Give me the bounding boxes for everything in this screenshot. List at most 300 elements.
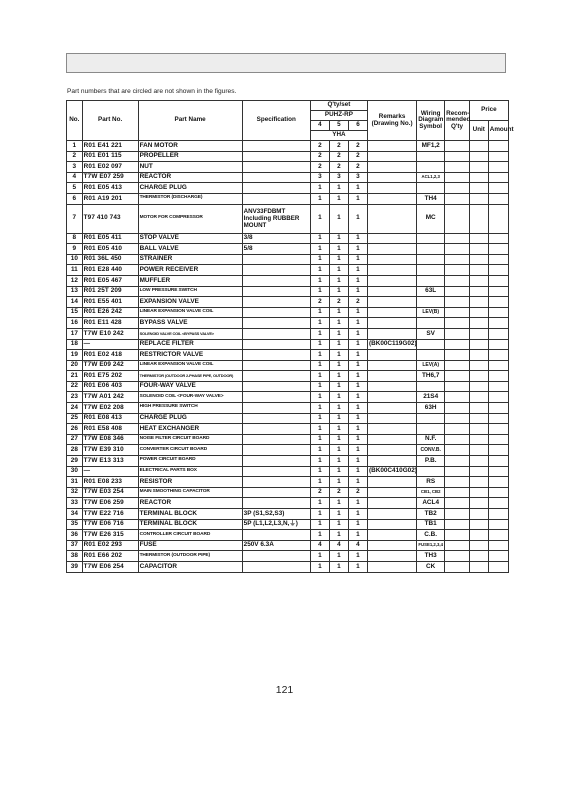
row-part-name: CONTROLLER CIRCUIT BOARD [138,530,242,541]
row-remarks [367,233,416,244]
row-unit-price [469,424,488,435]
table-row [67,424,509,435]
row-unit-price [469,561,488,572]
table-row [67,297,509,308]
row-specification: 5/8 [242,244,310,255]
row-qty-5: 1 [329,392,348,403]
row-specification [242,328,310,339]
row-no: 18 [67,339,83,350]
row-qty-6: 1 [348,360,367,371]
row-qty-6: 1 [348,477,367,488]
row-part-no: R01 E02 418 [82,350,138,361]
row-part-no: R01 E08 233 [82,477,138,488]
row-specification: ANV33FDBMT Including RUBBER MOUNT [242,204,310,233]
row-part-no: R01 E26 242 [82,307,138,318]
row-no: 23 [67,392,83,403]
row-qty-6: 1 [348,403,367,414]
row-qty-5: 1 [329,477,348,488]
row-amount [488,328,508,339]
row-qty-5: 2 [329,162,348,173]
row-amount [488,307,508,318]
row-no: 16 [67,318,83,329]
row-specification [242,445,310,456]
row-no: 1 [67,141,83,152]
row-unit-price [469,371,488,382]
row-qty-5: 2 [329,487,348,498]
row-unit-price [469,519,488,530]
row-part-no: R01 E01 115 [82,151,138,162]
row-qty-5: 1 [329,233,348,244]
row-wiring-symbol: MC [417,204,445,233]
row-remarks [367,551,416,562]
row-specification [242,466,310,477]
row-unit-price [469,254,488,265]
page-number: 121 [275,684,294,696]
table-row [67,487,509,498]
row-qty-5: 1 [329,339,348,350]
row-qty-6: 1 [348,286,367,297]
row-part-no: R01 E41 221 [82,141,138,152]
row-no: 30 [67,466,83,477]
row-qty-6: 1 [348,307,367,318]
row-part-no: — [82,466,138,477]
table-row [67,286,509,297]
row-qty-5: 1 [329,183,348,194]
row-recommended-qty [445,509,470,520]
row-amount [488,445,508,456]
row-part-no: T7W E39 310 [82,445,138,456]
row-unit-price [469,233,488,244]
row-qty-4: 1 [310,307,329,318]
row-wiring-symbol: C.B. [417,530,445,541]
row-qty-4: 1 [310,204,329,233]
row-qty-5: 1 [329,530,348,541]
row-part-name: FUSE [138,540,242,551]
row-no: 15 [67,307,83,318]
row-wiring-symbol [417,244,445,255]
row-specification [242,413,310,424]
row-qty-5: 1 [329,403,348,414]
row-part-name: NUT [138,162,242,173]
row-qty-4: 1 [310,509,329,520]
row-qty-4: 1 [310,551,329,562]
row-wiring-symbol: FUSE1,2,3,4 [417,540,445,551]
row-part-name: REACTOR [138,172,242,183]
row-part-no: R01 E08 413 [82,413,138,424]
row-unit-price [469,244,488,255]
row-qty-4: 1 [310,477,329,488]
row-unit-price [469,487,488,498]
row-unit-price [469,151,488,162]
row-remarks [367,141,416,152]
row-unit-price [469,530,488,541]
row-qty-5: 1 [329,275,348,286]
table-row [67,434,509,445]
recom-line-3: Q'ty [450,122,463,130]
row-qty-4: 2 [310,487,329,498]
row-remarks [367,413,416,424]
row-amount [488,403,508,414]
suffix-header: YHA [310,131,367,141]
row-specification [242,561,310,572]
row-qty-4: 1 [310,392,329,403]
row-specification [242,350,310,361]
table-row [67,151,509,162]
row-part-no: T7W E13 313 [82,456,138,467]
table-row [67,498,509,509]
row-part-name: CONVERTER CIRCUIT BOARD [138,445,242,456]
row-part-name: FOUR-WAY VALVE [138,381,242,392]
row-no: 26 [67,424,83,435]
row-part-name: MUFFLER [138,275,242,286]
row-part-no: R01 E55 401 [82,297,138,308]
row-part-name: REACTOR [138,498,242,509]
row-wiring-symbol [417,466,445,477]
row-qty-4: 1 [310,360,329,371]
row-wiring-symbol [417,233,445,244]
row-part-no: — [82,339,138,350]
row-recommended-qty [445,466,470,477]
row-no: 28 [67,445,83,456]
row-qty-4: 3 [310,172,329,183]
row-unit-price [469,434,488,445]
row-qty-6: 1 [348,193,367,204]
row-amount [488,434,508,445]
row-recommended-qty [445,403,470,414]
row-specification [242,551,310,562]
table-row [67,392,509,403]
row-qty-4: 1 [310,434,329,445]
col-part-no: Part No. [82,101,138,141]
size-6: 6 [348,121,367,131]
row-remarks: (BK00C119G02) [367,339,416,350]
row-specification [242,151,310,162]
row-wiring-symbol [417,254,445,265]
row-wiring-symbol: P.B. [417,456,445,467]
row-specification [242,254,310,265]
row-remarks [367,318,416,329]
row-qty-5: 1 [329,413,348,424]
row-qty-4: 1 [310,286,329,297]
row-amount [488,204,508,233]
row-no: 12 [67,275,83,286]
row-qty-4: 1 [310,233,329,244]
row-part-name: LOW PRESSURE SWITCH [138,286,242,297]
row-part-no: T7W E06 716 [82,519,138,530]
table-row [67,204,509,233]
table-row [67,254,509,265]
row-specification [242,183,310,194]
recom-line-2: mended [446,116,471,124]
row-remarks: (BK00C410G02) [367,466,416,477]
row-qty-6: 1 [348,561,367,572]
row-specification [242,530,310,541]
row-part-name: NOISE FILTER CIRCUIT BOARD [138,434,242,445]
row-qty-6: 1 [348,392,367,403]
row-recommended-qty [445,339,470,350]
table-row [67,328,509,339]
row-no: 21 [67,371,83,382]
row-qty-5: 1 [329,318,348,329]
row-remarks [367,456,416,467]
row-recommended-qty [445,477,470,488]
row-qty-6: 2 [348,162,367,173]
row-qty-4: 1 [310,561,329,572]
row-part-name: FAN MOTOR [138,141,242,152]
row-qty-5: 1 [329,561,348,572]
wiring-line-1: Wiring [420,110,441,118]
row-qty-6: 1 [348,466,367,477]
row-qty-4: 1 [310,371,329,382]
row-recommended-qty [445,193,470,204]
row-recommended-qty [445,244,470,255]
row-no: 13 [67,286,83,297]
row-remarks [367,172,416,183]
row-qty-6: 4 [348,540,367,551]
row-unit-price [469,403,488,414]
row-qty-5: 3 [329,172,348,183]
row-no: 27 [67,434,83,445]
row-qty-6: 1 [348,371,367,382]
row-specification [242,424,310,435]
row-recommended-qty [445,381,470,392]
size-5: 5 [329,121,348,131]
row-qty-4: 1 [310,445,329,456]
row-specification: 5P (L1,L2,L3,N,⏚) [242,519,310,530]
row-unit-price [469,183,488,194]
row-remarks [367,275,416,286]
row-recommended-qty [445,318,470,329]
row-qty-6: 1 [348,204,367,233]
row-part-no: T7W E03 254 [82,487,138,498]
table-row [67,561,509,572]
row-recommended-qty [445,162,470,173]
row-specification [242,381,310,392]
row-part-name: PROPELLER [138,151,242,162]
row-part-name: TERMINAL BLOCK [138,509,242,520]
row-part-no: T7W E06 254 [82,561,138,572]
row-remarks [367,360,416,371]
row-wiring-symbol: CONV.B. [417,445,445,456]
row-remarks [367,424,416,435]
row-remarks [367,509,416,520]
row-qty-5: 1 [329,360,348,371]
row-no: 14 [67,297,83,308]
row-recommended-qty [445,265,470,276]
row-amount [488,339,508,350]
row-part-no: R01 E05 413 [82,183,138,194]
table-row [67,233,509,244]
row-wiring-symbol: ACL4 [417,498,445,509]
row-no: 4 [67,172,83,183]
row-qty-4: 1 [310,244,329,255]
row-amount [488,286,508,297]
row-qty-5: 1 [329,350,348,361]
row-remarks [367,487,416,498]
row-part-no: T7W E06 259 [82,498,138,509]
row-qty-6: 1 [348,456,367,467]
table-row [67,307,509,318]
row-part-no: T97 410 743 [82,204,138,233]
row-no: 34 [67,509,83,520]
row-wiring-symbol: 63L [417,286,445,297]
row-amount [488,193,508,204]
row-wiring-symbol: CB1, CB2 [417,487,445,498]
row-unit-price [469,193,488,204]
row-no: 19 [67,350,83,361]
row-wiring-symbol [417,413,445,424]
row-qty-5: 1 [329,286,348,297]
row-no: 3 [67,162,83,173]
model-header: PUHZ-RP [310,111,367,121]
row-part-name: BYPASS VALVE [138,318,242,329]
row-remarks [367,445,416,456]
row-recommended-qty [445,561,470,572]
row-wiring-symbol [417,162,445,173]
row-recommended-qty [445,360,470,371]
row-amount [488,244,508,255]
table-row [67,265,509,276]
row-no: 29 [67,456,83,467]
row-qty-6: 1 [348,551,367,562]
row-qty-6: 2 [348,151,367,162]
row-recommended-qty [445,286,470,297]
table-row [67,530,509,541]
row-remarks [367,297,416,308]
row-qty-4: 4 [310,540,329,551]
size-4: 4 [310,121,329,131]
row-recommended-qty [445,424,470,435]
row-no: 35 [67,519,83,530]
row-amount [488,487,508,498]
header-box [66,53,506,73]
table-row [67,456,509,467]
row-recommended-qty [445,307,470,318]
table-row [67,540,509,551]
row-wiring-symbol [417,275,445,286]
table-row [67,403,509,414]
row-recommended-qty [445,456,470,467]
row-qty-4: 1 [310,413,329,424]
row-qty-5: 2 [329,297,348,308]
row-no: 25 [67,413,83,424]
row-part-no: R01 E28 440 [82,265,138,276]
row-specification [242,360,310,371]
row-no: 8 [67,233,83,244]
row-recommended-qty [445,141,470,152]
row-part-no: R01 E58 408 [82,424,138,435]
row-qty-4: 1 [310,328,329,339]
wiring-line-3: Symbol [419,122,443,130]
row-unit-price [469,350,488,361]
row-no: 37 [67,540,83,551]
row-part-name: TERMINAL BLOCK [138,519,242,530]
row-qty-5: 2 [329,141,348,152]
row-no: 11 [67,265,83,276]
row-no: 31 [67,477,83,488]
row-specification [242,487,310,498]
col-remarks [367,101,416,141]
row-wiring-symbol [417,350,445,361]
row-remarks [367,477,416,488]
row-recommended-qty [445,445,470,456]
row-qty-4: 1 [310,254,329,265]
row-recommended-qty [445,487,470,498]
row-amount [488,141,508,152]
row-wiring-symbol [417,151,445,162]
row-part-name: REPLACE FILTER [138,339,242,350]
row-qty-5: 1 [329,381,348,392]
row-recommended-qty [445,328,470,339]
row-qty-5: 1 [329,551,348,562]
row-wiring-symbol: RS [417,477,445,488]
col-amount: Amount [488,121,508,141]
row-remarks [367,162,416,173]
row-part-name: CHARGE PLUG [138,183,242,194]
row-qty-5: 4 [329,540,348,551]
table-row [67,509,509,520]
row-wiring-symbol [417,424,445,435]
row-remarks [367,193,416,204]
row-remarks [367,530,416,541]
row-no: 38 [67,551,83,562]
row-qty-4: 1 [310,193,329,204]
row-qty-6: 1 [348,413,367,424]
row-wiring-symbol: LEV(A) [417,360,445,371]
row-unit-price [469,445,488,456]
row-amount [488,183,508,194]
row-no: 33 [67,498,83,509]
row-qty-5: 1 [329,307,348,318]
row-part-name: SOLENOID COIL <FOUR-WAY VALVE> [138,392,242,403]
row-recommended-qty [445,540,470,551]
row-specification: 250V 6.3A [242,540,310,551]
row-qty-5: 1 [329,456,348,467]
row-unit-price [469,551,488,562]
row-qty-4: 1 [310,466,329,477]
row-wiring-symbol: TH3 [417,551,445,562]
remarks-label: Remarks [378,113,406,121]
row-remarks [367,561,416,572]
row-specification: 3P (S1,S2,S3) [242,509,310,520]
row-qty-6: 1 [348,350,367,361]
row-wiring-symbol: TH4 [417,193,445,204]
row-remarks [367,265,416,276]
row-amount [488,233,508,244]
table-row [67,551,509,562]
row-wiring-symbol [417,183,445,194]
row-amount [488,530,508,541]
table-row [67,318,509,329]
row-part-no: R01 E02 097 [82,162,138,173]
row-qty-5: 1 [329,254,348,265]
row-part-name: THERMISTOR (OUTDOOR PIPE) [138,551,242,562]
parts-table [66,100,514,573]
row-qty-6: 1 [348,244,367,255]
row-qty-6: 1 [348,498,367,509]
row-qty-4: 1 [310,183,329,194]
row-unit-price [469,297,488,308]
row-unit-price [469,328,488,339]
row-recommended-qty [445,371,470,382]
row-unit-price [469,392,488,403]
row-part-no: R01 E11 428 [82,318,138,329]
row-specification [242,477,310,488]
row-qty-5: 1 [329,204,348,233]
row-remarks [367,381,416,392]
row-part-no: R01 E05 410 [82,244,138,255]
row-recommended-qty [445,551,470,562]
